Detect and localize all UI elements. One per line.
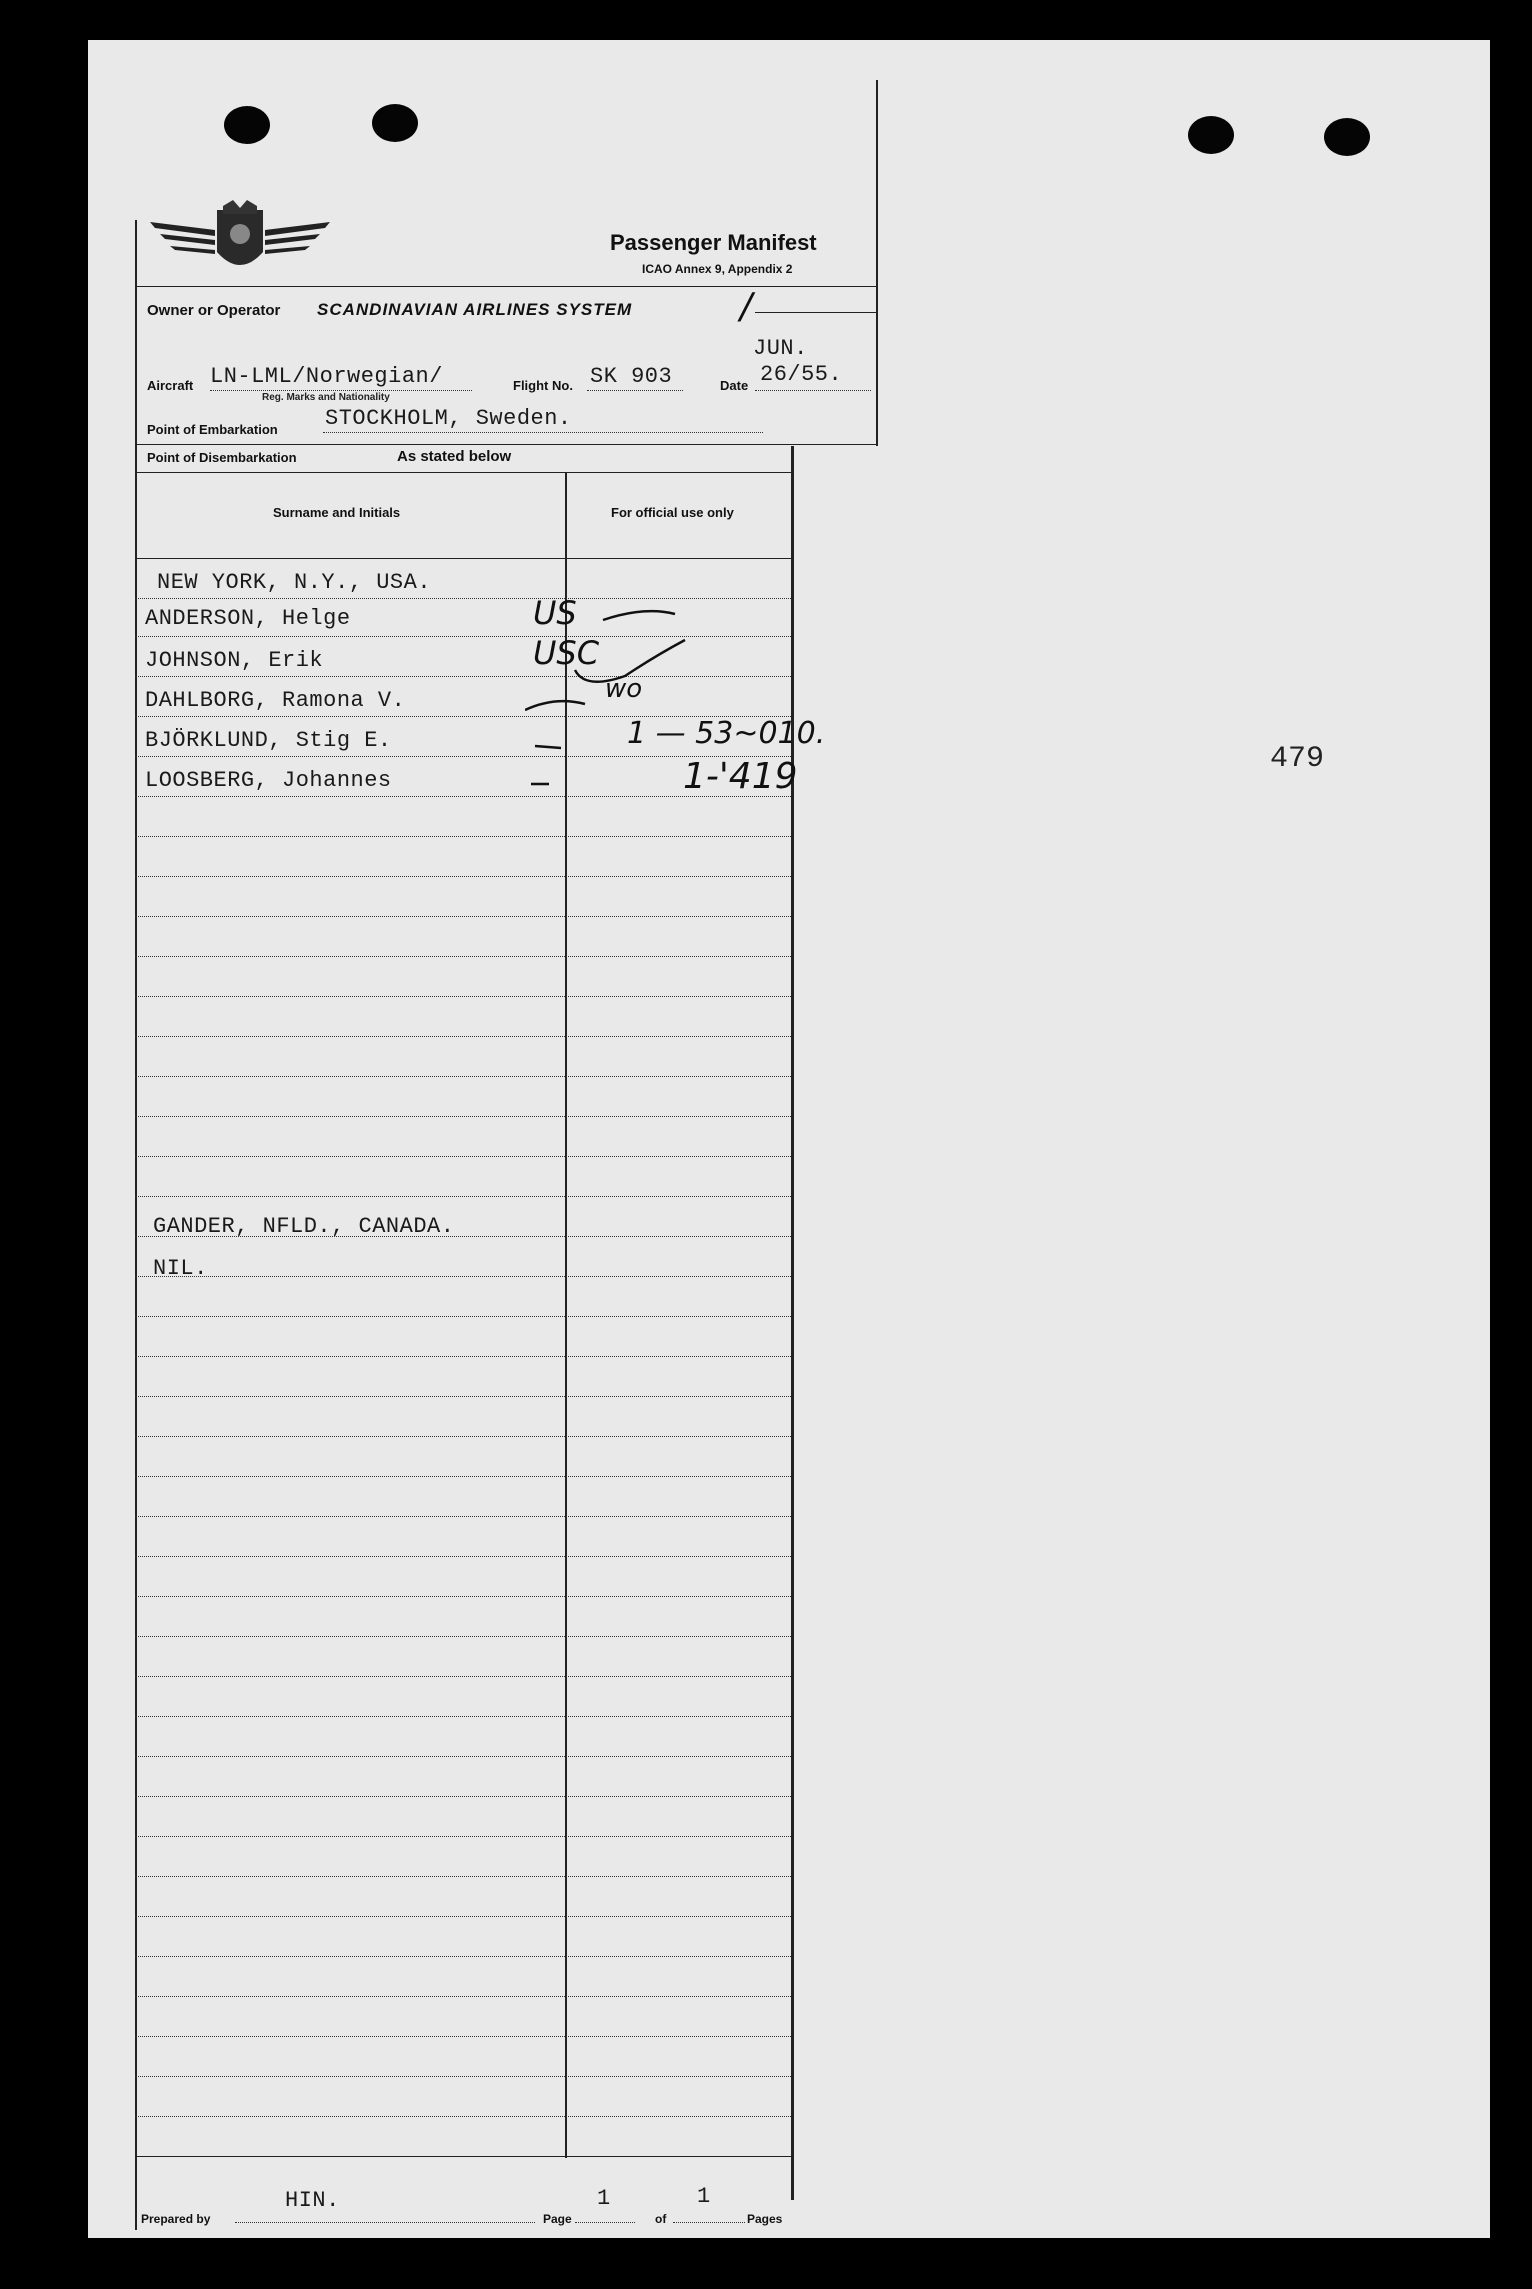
row-dotline [135,1556,791,1557]
passenger-name: LOOSBERG, Johannes [145,768,392,793]
row-dotline [135,1996,791,1997]
passenger-name: DAHLBORG, Ramona V. [145,688,406,713]
manifest-form [135,160,880,2240]
row-dotline [135,1956,791,1957]
aircraft-dotline [210,390,472,391]
page-dotline [575,2222,635,2223]
row-dotline [135,1796,791,1797]
punch-hole [372,104,418,142]
row-dotline [135,2076,791,2077]
aircraft-value: LN-LML/Norwegian/ [210,364,443,389]
date-label: Date [720,378,749,393]
page-value: 1 [597,2186,611,2211]
embarkation-value: STOCKHOLM, Sweden. [325,406,572,431]
punch-hole [1324,118,1370,156]
row-dotline [135,1476,791,1477]
flight-value: SK 903 [590,364,673,389]
aircraft-sublabel: Reg. Marks and Nationality [262,392,390,403]
pages-value: 1 [697,2184,711,2209]
row-dotline [135,1196,791,1197]
row-dotline [135,916,791,917]
embarkation-label: Point of Embarkation [147,422,278,437]
handwritten-mark: 1-'419 [683,756,798,797]
handwritten-strokes [525,600,825,800]
date-value: 26/55. [760,362,843,387]
row-dotline [135,1676,791,1677]
disembarkation-value: As stated below [397,448,512,465]
side-number: 479 [1270,742,1325,776]
of-label: of [655,2212,667,2226]
pages-dotline [673,2222,745,2223]
row-dotline [135,1756,791,1757]
row-dotline [135,2036,791,2037]
row-dotline [135,2116,791,2117]
header-bottom-rule [135,558,793,559]
prepared-by-value: HIN. [285,2188,340,2213]
operator-mark: / [740,286,753,327]
column-official-header: For official use only [611,505,734,520]
row-dotline [135,1836,791,1837]
handwritten-mark: USC [533,634,600,672]
flight-dotline [587,390,683,391]
prepared-dotline [235,2222,535,2223]
sas-winged-crest-icon [145,200,335,280]
page-label: Page [543,2212,572,2226]
handwritten-mark: US [533,594,577,632]
column-name-header: Surname and Initials [273,505,401,520]
row-dotline [135,956,791,957]
date-dotline [755,390,871,391]
aircraft-label: Aircraft [147,378,194,393]
operator-rule [755,312,877,313]
row-dotline [135,1596,791,1597]
disembarkation-label: Point of Disembarkation [147,450,297,465]
passenger-name: JOHNSON, Erik [145,648,324,673]
embarkation-dotline [323,432,763,433]
row-dotline [135,1316,791,1317]
row-dotline [135,876,791,877]
row-dotline [135,1396,791,1397]
operator-value: SCANDINAVIAN AIRLINES SYSTEM [317,300,633,319]
header-rule [135,286,878,287]
form-left-border [135,220,137,2230]
row-dotline [135,1356,791,1357]
operator-label: Owner or Operator [147,302,281,319]
row-dotline [135,1036,791,1037]
table-bottom-rule [135,2156,793,2157]
row-dotline [135,598,791,599]
handwritten-mark: wo [605,674,643,704]
destination-new-york: NEW YORK, N.Y., USA. [157,570,432,595]
manifest-title: Passenger Manifest [610,230,817,255]
pages-label: Pages [747,2212,783,2226]
row-dotline [135,1116,791,1117]
row-dotline [135,836,791,837]
row-dotline [135,1876,791,1877]
row-dotline [135,1516,791,1517]
form-top-right-border [876,80,878,446]
prepared-by-label: Prepared by [141,2212,211,2226]
row-dotline [135,1716,791,1717]
row-dotline [135,1276,791,1277]
date-month: JUN. [753,336,808,361]
destination-gander-note: NIL. [153,1256,208,1281]
flight-label: Flight No. [513,378,573,393]
row-dotline [135,1636,791,1637]
manifest-subtitle: ICAO Annex 9, Appendix 2 [642,262,793,276]
row-dotline [135,996,791,997]
embarkation-rule [135,444,878,445]
passenger-name: ANDERSON, Helge [145,606,351,631]
row-dotline [135,1916,791,1917]
punch-hole [1188,116,1234,154]
row-dotline [135,1436,791,1437]
punch-hole [224,106,270,144]
row-dotline [135,1076,791,1077]
table-top-rule [135,472,793,473]
passenger-name: BJÖRKLUND, Stig E. [145,728,392,753]
row-dotline [135,1156,791,1157]
destination-gander: GANDER, NFLD., CANADA. [153,1214,455,1239]
handwritten-mark: 1 — 53~010. [627,716,826,751]
